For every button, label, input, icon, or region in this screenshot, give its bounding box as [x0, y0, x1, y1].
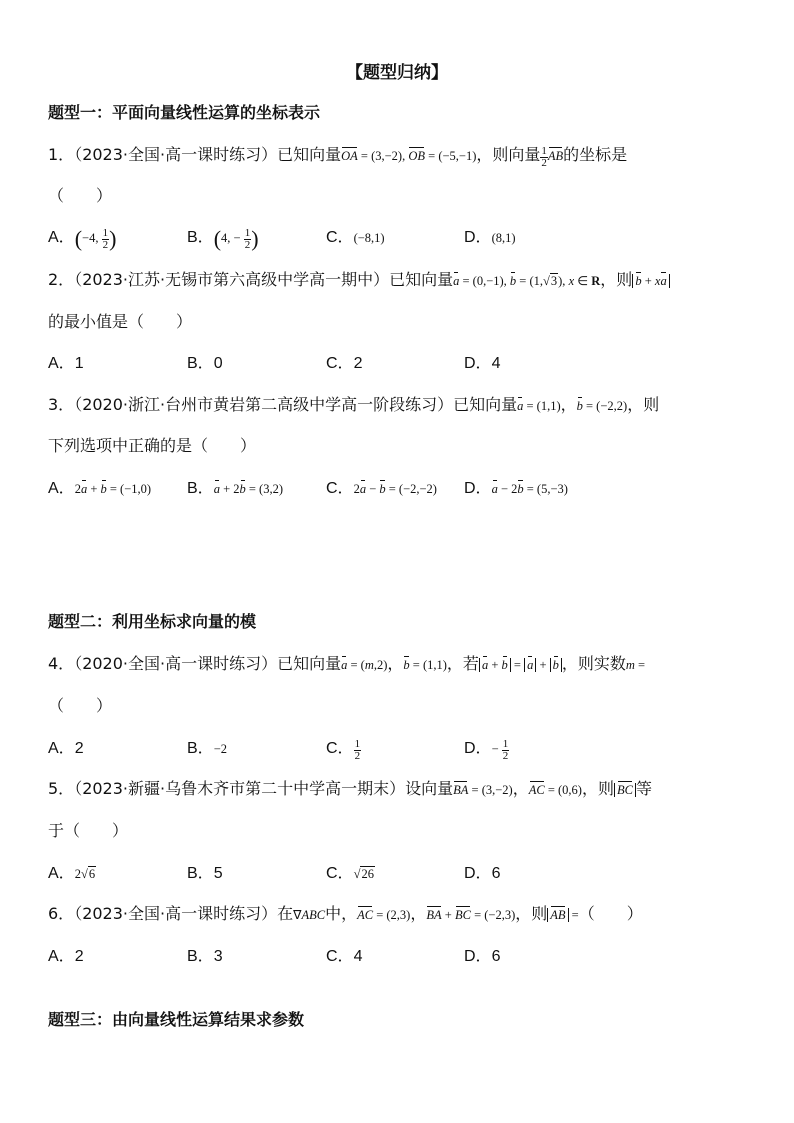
question-source: （2020·全国·高一课时练习） — [74, 654, 278, 673]
question-source: （2023·全国·高一课时练习） — [74, 904, 278, 923]
question-4-line-1 — [48, 651, 645, 674]
question-source: （2023·江苏·无锡市第六高级中学高一期中） — [74, 270, 390, 289]
question-math: b = (−2,2) — [576, 399, 628, 413]
question-3-line-1 — [48, 392, 659, 415]
question-text: ， — [512, 779, 529, 798]
question-text: ，若 — [446, 654, 479, 673]
question-math: a = (0,−1), b = (1,√3), x ∈ R — [453, 274, 601, 288]
question-math: $\frac{1}{2}$ AB — [541, 144, 564, 169]
section-heading-3: 题型三：由向量线性运算结果求参数 — [48, 1010, 305, 1029]
question-math: AC = (2,3) — [357, 908, 411, 922]
question-text: ，则实数 — [561, 654, 626, 673]
question-number: 2． — [48, 270, 75, 289]
option-d[interactable]: D．4 — [464, 355, 501, 372]
section-heading-1: 题型一：平面向量线性运算的坐标表示 — [48, 103, 321, 122]
question-math: BA + BC = (−2,3) — [426, 908, 516, 922]
question-math: a = (m,2) — [341, 658, 388, 672]
question-math: b + xa — [632, 274, 669, 288]
option-a[interactable]: A．(−4, $\frac{1}{2}$ ) — [48, 226, 117, 252]
question-number: 6． — [48, 904, 75, 923]
question-1-line-1 — [48, 142, 627, 169]
question-4-line-2: （ ） — [48, 696, 113, 715]
option-d[interactable]: D．6 — [464, 865, 501, 882]
question-number: 1． — [48, 145, 75, 164]
question-1-line-2: （ ） — [48, 186, 113, 205]
question-text: ，则向量 — [476, 145, 541, 164]
question-math: AC = (0,6) — [528, 783, 582, 797]
question-text: ， — [387, 654, 404, 673]
question-text: ，则 — [600, 270, 633, 289]
question-text: 中， — [325, 904, 358, 923]
question-source: （2023·新疆·乌鲁木齐市第二十中学高一期末） — [74, 779, 406, 798]
question-source: （2020·浙江·台州市黄岩第二高级中学高一阶段练习） — [74, 395, 454, 414]
question-text: 在 — [277, 904, 294, 923]
question-text: 的坐标是 — [563, 145, 628, 164]
option-d[interactable]: D．− $\frac{1}{2}$ — [464, 737, 509, 762]
question-text: 已知向量 — [277, 145, 342, 164]
question-6-line-1 — [48, 901, 643, 924]
question-2-line-2: 的最小值是（ ） — [48, 312, 193, 331]
question-text: 已知向量 — [453, 395, 518, 414]
question-text: （ ） — [578, 904, 643, 923]
option-c[interactable]: C．2 — [326, 355, 363, 372]
question-text: ，则 — [515, 904, 548, 923]
option-a[interactable]: A．1 — [48, 355, 84, 372]
question-math: a + b = a + b — [479, 658, 562, 672]
question-math: OA = (3,−2), OB = (−5,−1) — [341, 149, 477, 163]
question-5-line-1 — [48, 776, 652, 799]
question-number: 5． — [48, 779, 75, 798]
question-math: b = (1,1) — [403, 658, 447, 672]
option-b[interactable]: B．3 — [187, 948, 223, 965]
question-text: 已知向量 — [277, 654, 342, 673]
question-text: ，则 — [627, 395, 660, 414]
question-number: 4． — [48, 654, 75, 673]
page-title: 【题型归纳】 — [346, 63, 448, 83]
question-math: AB = — [547, 908, 578, 922]
option-c[interactable]: C．2a − b = (−2,−2) — [326, 480, 437, 497]
option-c[interactable]: C． $\frac{1}{2}$ — [326, 737, 361, 762]
question-text: ，则 — [581, 779, 614, 798]
option-b[interactable]: B．−2 — [187, 740, 227, 757]
question-text: 设向量 — [405, 779, 454, 798]
option-c[interactable]: C．4 — [326, 948, 363, 965]
option-c[interactable]: C．√26 — [326, 865, 374, 882]
option-b[interactable]: B．(4, − $\frac{1}{2}$ ) — [187, 226, 259, 252]
question-math: BC — [614, 783, 636, 797]
question-math: a = (1,1) — [517, 399, 561, 413]
question-number: 3． — [48, 395, 75, 414]
option-d[interactable]: D．a − 2b = (5,−3) — [464, 480, 568, 497]
question-math: m = — [625, 658, 646, 672]
question-math: BA = (3,−2) — [453, 783, 513, 797]
question-3-line-2: 下列选项中正确的是（ ） — [48, 436, 257, 455]
question-text: ， — [560, 395, 577, 414]
question-source: （2023·全国·高一课时练习） — [74, 145, 278, 164]
option-a[interactable]: A．2 — [48, 740, 84, 757]
question-text: ， — [410, 904, 427, 923]
question-text: 已知向量 — [389, 270, 454, 289]
option-a[interactable]: A．2 — [48, 948, 84, 965]
question-5-line-2: 于（ ） — [48, 821, 129, 840]
option-a[interactable]: A．2√6 — [48, 865, 96, 882]
question-text: 等 — [635, 779, 652, 798]
option-b[interactable]: B．0 — [187, 355, 223, 372]
option-c[interactable]: C．(−8,1) — [326, 229, 385, 246]
option-d[interactable]: D．6 — [464, 948, 501, 965]
option-a[interactable]: A．2a + b = (−1,0) — [48, 480, 152, 497]
option-b[interactable]: B．a + 2b = (3,2) — [187, 480, 283, 497]
question-2-line-1 — [48, 267, 670, 290]
section-heading-2: 题型二：利用坐标求向量的模 — [48, 612, 257, 631]
option-d[interactable]: D．(8,1) — [464, 229, 516, 246]
question-math: ∇ABC — [293, 908, 326, 922]
option-b[interactable]: B．5 — [187, 865, 223, 882]
